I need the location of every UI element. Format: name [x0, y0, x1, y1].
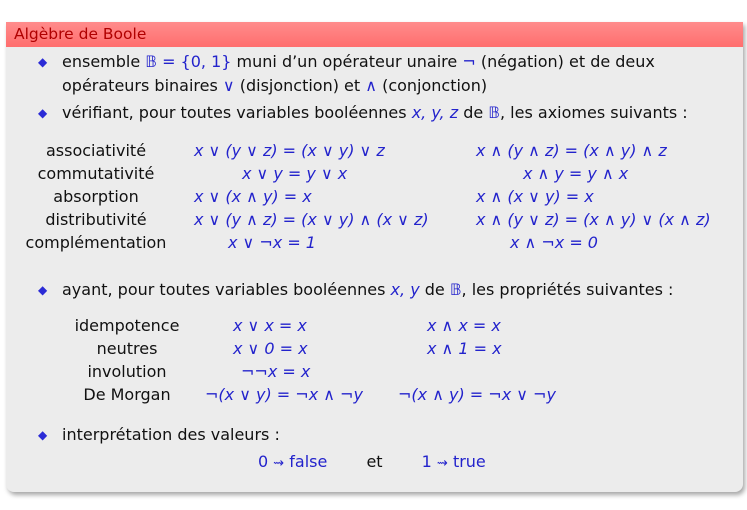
axiom-and-formula: x ∧ y = y ∧ x	[523, 164, 629, 183]
squiggly-arrow-icon: ⇝	[436, 456, 448, 471]
boolean-set-symbol: 𝔹	[488, 103, 500, 122]
false-value: false	[289, 452, 328, 471]
property-or-formula: ¬(x ∨ y) = ¬x ∧ ¬y	[205, 385, 363, 404]
et-text: et	[366, 452, 383, 471]
boolean-set-symbol: 𝔹	[449, 280, 462, 299]
property-name: neutres	[96, 339, 158, 358]
boolean-set-math: 𝔹 = {0, 1}	[145, 52, 232, 71]
axiom-name: absorption	[53, 187, 139, 206]
property-and-formula: x ∧ 1 = x	[427, 339, 502, 358]
text-segment: (conjonction)	[376, 76, 488, 95]
bullet-ensemble-line-2	[62, 76, 487, 95]
axiom-name: complémentation	[25, 233, 167, 252]
axiom-name: distributivité	[45, 210, 147, 229]
squiggly-arrow-icon: ⇝	[273, 456, 285, 471]
bullet-diamond-icon: ◆	[38, 55, 48, 69]
bullet-ensemble-line-1	[62, 52, 655, 71]
axiom-or-formula: x ∨ y = y ∨ x	[242, 164, 348, 183]
and-symbol: ∧	[365, 76, 377, 95]
property-and-formula: x ∧ x = x	[427, 316, 501, 335]
bullet-interpretation: interprétation des valeurs :	[62, 425, 280, 444]
one-value: 1	[421, 452, 432, 471]
or-symbol: ∨	[222, 76, 235, 95]
property-and-formula: ¬(x ∧ y) = ¬x ∨ ¬y	[398, 385, 556, 404]
axiom-name: associativité	[45, 141, 147, 160]
property-name: involution	[87, 362, 167, 381]
text-segment: (disjonction) et	[234, 76, 366, 95]
property-name: idempotence	[74, 316, 180, 335]
variables-math: x, y, z	[411, 103, 459, 122]
axiom-or-formula: x ∨ (y ∨ z) = (x ∨ y) ∨ z	[194, 141, 385, 160]
text-segment: , les axiomes suivants :	[500, 103, 688, 122]
text-segment: vérifiant, pour toutes variables booléennes	[62, 103, 412, 122]
axiom-and-formula: x ∧ (y ∧ z) = (x ∧ y) ∧ z	[476, 141, 667, 160]
block-title: Algèbre de Boole	[6, 22, 743, 47]
text-segment: ensemble	[62, 52, 146, 71]
text-segment: de	[458, 103, 489, 122]
bullet-diamond-icon: ◆	[38, 283, 48, 297]
text-segment: ayant, pour toutes variables booléennes	[62, 280, 391, 299]
bullet-properties-intro	[62, 280, 673, 299]
bullet-diamond-icon: ◆	[38, 106, 48, 120]
variables-math: x, y	[390, 280, 420, 299]
property-or-formula: ¬¬x = x	[241, 362, 311, 381]
text-segment: (négation) et de deux	[475, 52, 655, 71]
bullet-axioms-intro	[62, 103, 688, 122]
true-value: true	[452, 452, 486, 471]
axiom-or-formula: x ∨ (y ∧ z) = (x ∨ y) ∧ (x ∨ z)	[194, 210, 429, 229]
property-or-formula: x ∨ x = x	[233, 316, 307, 335]
axiom-or-formula: x ∨ ¬x = 1	[228, 233, 316, 252]
axiom-and-formula: x ∧ ¬x = 0	[510, 233, 598, 252]
property-or-formula: x ∨ 0 = x	[233, 339, 308, 358]
text-segment: muni d’un opérateur unaire	[231, 52, 463, 71]
axiom-and-formula: x ∧ (y ∨ z) = (x ∧ y) ∨ (x ∧ z)	[476, 210, 711, 229]
axiom-or-formula: x ∨ (x ∧ y) = x	[194, 187, 312, 206]
text-segment: de	[419, 280, 450, 299]
zero-value: 0	[258, 452, 269, 471]
property-name: De Morgan	[83, 385, 171, 404]
axiom-name: commutativité	[37, 164, 155, 183]
interpretation-line	[258, 452, 486, 471]
text-segment: , les propriétés suivantes :	[461, 280, 674, 299]
bullet-diamond-icon: ◆	[38, 428, 48, 442]
axiom-and-formula: x ∧ (x ∨ y) = x	[476, 187, 594, 206]
text-segment: opérateurs binaires	[62, 76, 223, 95]
negation-symbol: ¬	[462, 52, 476, 71]
